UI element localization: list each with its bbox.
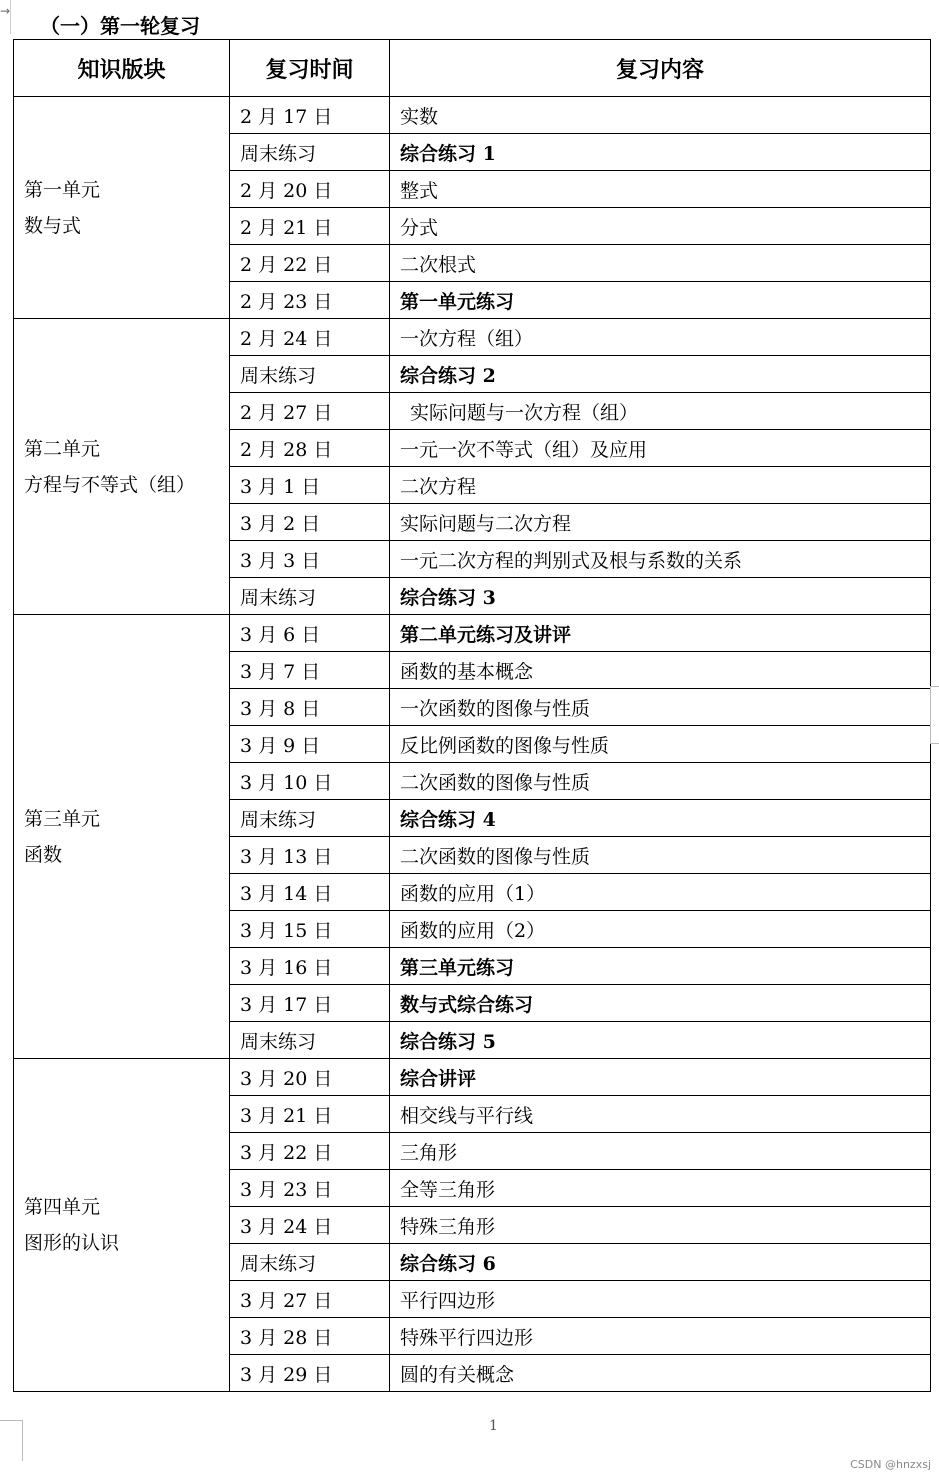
unit-cell <box>14 319 230 615</box>
content-cell: 数与式综合练习 <box>390 985 931 1022</box>
content-cell: 综合练习 6 <box>390 1244 931 1281</box>
time-cell: 3 月 16 日 <box>230 948 390 985</box>
unit-cell <box>14 1059 230 1392</box>
content-cell: 综合练习 2 <box>390 356 931 393</box>
content-cell: 平行四边形 <box>390 1281 931 1318</box>
content-cell: 综合练习 4 <box>390 800 931 837</box>
content-cell: 实际问题与二次方程 <box>390 504 931 541</box>
time-cell: 3 月 7 日 <box>230 652 390 689</box>
time-cell: 3 月 1 日 <box>230 467 390 504</box>
content-cell: 二次方程 <box>390 467 931 504</box>
header-time: 复习时间 <box>230 40 390 97</box>
time-cell: 3 月 2 日 <box>230 504 390 541</box>
unit-label: 第一单元 <box>24 178 101 201</box>
content-cell: 分式 <box>390 208 931 245</box>
content-cell: 整式 <box>390 171 931 208</box>
content-cell: 二次函数的图像与性质 <box>390 763 931 800</box>
time-cell: 周末练习 <box>230 1022 390 1059</box>
time-cell: 2 月 23 日 <box>230 282 390 319</box>
time-cell: 3 月 17 日 <box>230 985 390 1022</box>
time-cell: 周末练习 <box>230 800 390 837</box>
content-cell: 特殊平行四边形 <box>390 1318 931 1355</box>
unit-cell <box>14 615 230 1059</box>
content-cell: 函数的基本概念 <box>390 652 931 689</box>
unit-cell <box>14 97 230 319</box>
content-cell: 相交线与平行线 <box>390 1096 931 1133</box>
footer-margin-mark <box>0 1420 23 1461</box>
content-cell: 一元一次不等式（组）及应用 <box>390 430 931 467</box>
time-cell: 3 月 14 日 <box>230 874 390 911</box>
content-cell: 函数的应用（2） <box>390 911 931 948</box>
time-cell: 3 月 10 日 <box>230 763 390 800</box>
arrow-icon: → <box>0 4 11 18</box>
time-cell: 3 月 8 日 <box>230 689 390 726</box>
page-number: 1 <box>489 1418 498 1434</box>
section-title: （一）第一轮复习 <box>40 14 200 38</box>
table-row <box>14 1059 931 1096</box>
content-cell: 反比例函数的图像与性质 <box>390 726 931 763</box>
content-cell: 二次函数的图像与性质 <box>390 837 931 874</box>
content-cell: 综合讲评 <box>390 1059 931 1096</box>
content-cell: 一次方程（组） <box>390 319 931 356</box>
table-body <box>14 97 931 1392</box>
time-cell: 3 月 3 日 <box>230 541 390 578</box>
content-cell: 综合练习 3 <box>390 578 931 615</box>
unit-label: 函数 <box>24 843 63 866</box>
content-cell: 圆的有关概念 <box>390 1355 931 1392</box>
time-cell: 2 月 22 日 <box>230 245 390 282</box>
time-cell: 2 月 20 日 <box>230 171 390 208</box>
content-cell: 二次根式 <box>390 245 931 282</box>
time-cell: 3 月 20 日 <box>230 1059 390 1096</box>
margin-guide <box>10 0 11 34</box>
unit-label: 第二单元 <box>24 437 101 460</box>
time-cell: 周末练习 <box>230 1244 390 1281</box>
time-cell: 2 月 28 日 <box>230 430 390 467</box>
time-cell: 2 月 17 日 <box>230 97 390 134</box>
content-cell: 第二单元练习及讲评 <box>390 615 931 652</box>
time-cell: 3 月 29 日 <box>230 1355 390 1392</box>
unit-label: 第四单元 <box>24 1196 101 1218</box>
table-header-row <box>14 40 931 97</box>
side-tab[interactable] <box>930 686 939 744</box>
unit-label: 图形的认识 <box>24 1232 120 1254</box>
time-cell: 2 月 24 日 <box>230 319 390 356</box>
time-cell: 3 月 15 日 <box>230 911 390 948</box>
content-cell: 三角形 <box>390 1133 931 1170</box>
table-row <box>14 97 931 134</box>
unit-label: 第三单元 <box>24 807 101 830</box>
time-cell: 3 月 6 日 <box>230 615 390 652</box>
header-content: 复习内容 <box>390 40 931 97</box>
time-cell: 2 月 21 日 <box>230 208 390 245</box>
content-cell: 一次函数的图像与性质 <box>390 689 931 726</box>
content-cell: 实数 <box>390 97 931 134</box>
content-cell: 全等三角形 <box>390 1170 931 1207</box>
time-cell: 3 月 21 日 <box>230 1096 390 1133</box>
time-cell: 周末练习 <box>230 578 390 615</box>
time-cell: 3 月 9 日 <box>230 726 390 763</box>
time-cell: 周末练习 <box>230 356 390 393</box>
time-cell: 周末练习 <box>230 134 390 171</box>
table-row <box>14 319 931 356</box>
content-cell: 综合练习 5 <box>390 1022 931 1059</box>
header-unit: 知识版块 <box>14 40 230 97</box>
watermark: CSDN @hnzxsj <box>850 1458 931 1471</box>
time-cell: 3 月 27 日 <box>230 1281 390 1318</box>
time-cell: 3 月 13 日 <box>230 837 390 874</box>
table-row <box>14 615 931 652</box>
unit-label: 方程与不等式（组） <box>24 473 196 496</box>
content-cell: 第三单元练习 <box>390 948 931 985</box>
time-cell: 3 月 24 日 <box>230 1207 390 1244</box>
time-cell: 3 月 28 日 <box>230 1318 390 1355</box>
content-cell: 第一单元练习 <box>390 282 931 319</box>
time-cell: 2 月 27 日 <box>230 393 390 430</box>
content-cell: 函数的应用（1） <box>390 874 931 911</box>
content-cell: 综合练习 1 <box>390 134 931 171</box>
review-schedule-table <box>13 39 931 1392</box>
unit-label: 数与式 <box>24 214 82 237</box>
time-cell: 3 月 23 日 <box>230 1170 390 1207</box>
content-cell: 特殊三角形 <box>390 1207 931 1244</box>
content-cell: 一元二次方程的判别式及根与系数的关系 <box>390 541 931 578</box>
time-cell: 3 月 22 日 <box>230 1133 390 1170</box>
content-cell: 实际问题与一次方程（组） <box>390 393 931 430</box>
